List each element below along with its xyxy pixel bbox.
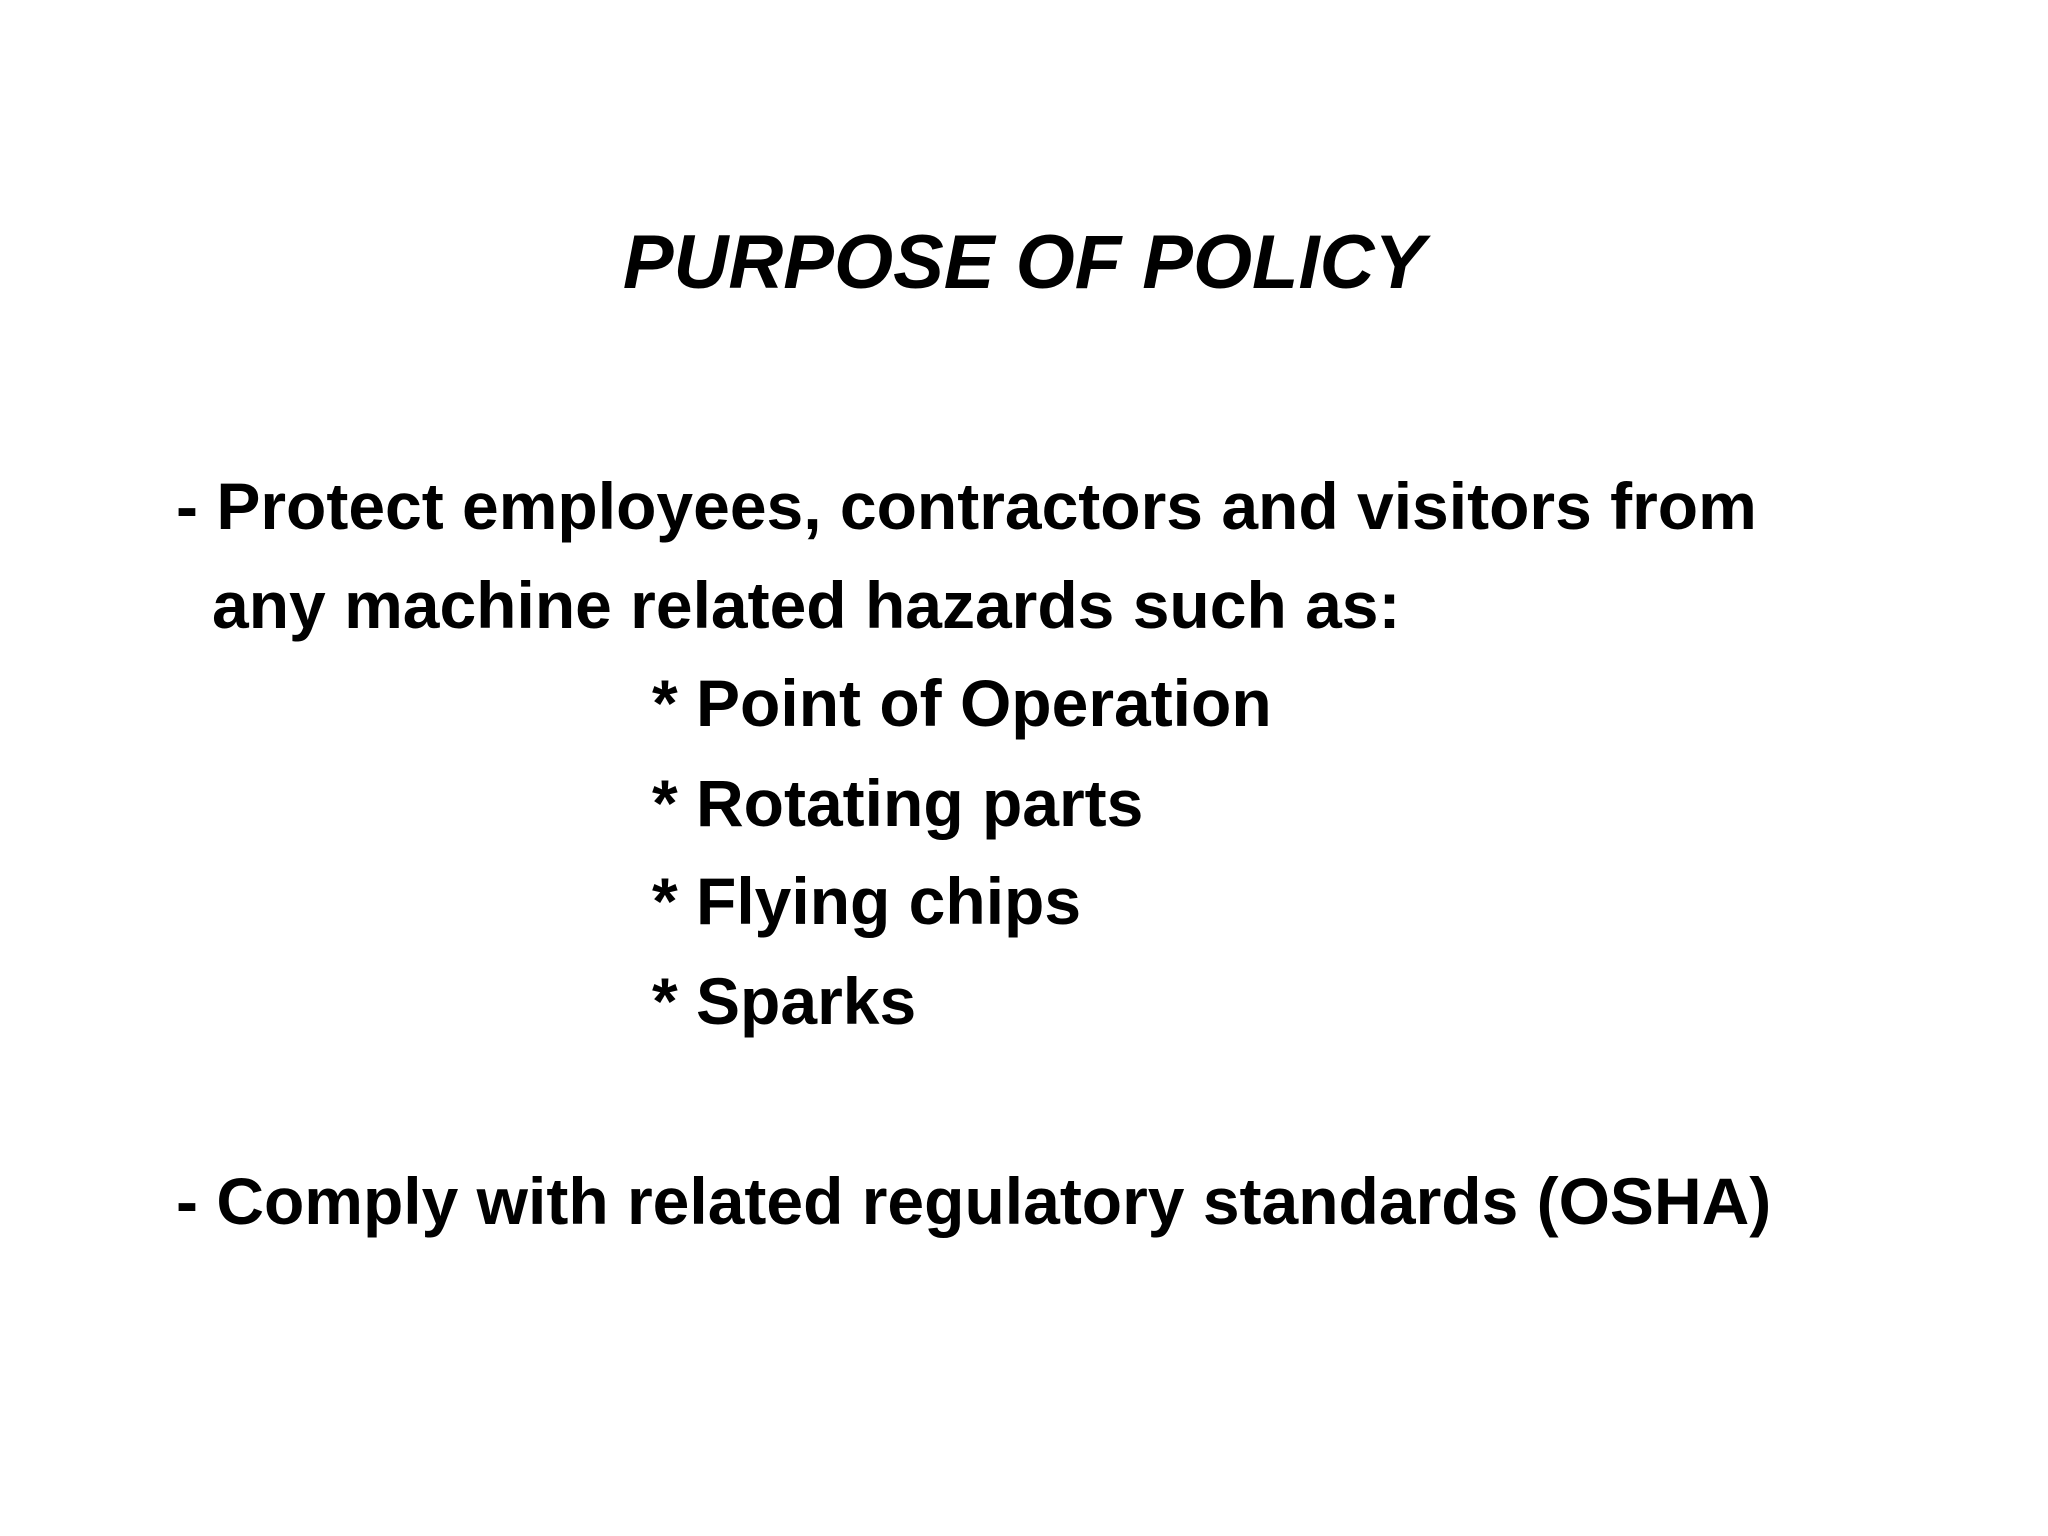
bullet-comply: - Comply with related regulatory standards (OSHA) <box>176 1164 1772 1238</box>
hazard-item: * Rotating parts <box>652 766 1144 840</box>
hazard-item: * Flying chips <box>652 864 1082 938</box>
hazard-item: * Sparks <box>652 964 917 1038</box>
bullet-protect-line-1: - Protect employees, contractors and visitors from <box>176 469 1757 543</box>
slide-title: PURPOSE OF POLICY <box>622 220 1426 305</box>
hazard-item: * Point of Operation <box>652 666 1272 740</box>
bullet-protect-line-2: any machine related hazards such as: <box>212 568 1401 642</box>
